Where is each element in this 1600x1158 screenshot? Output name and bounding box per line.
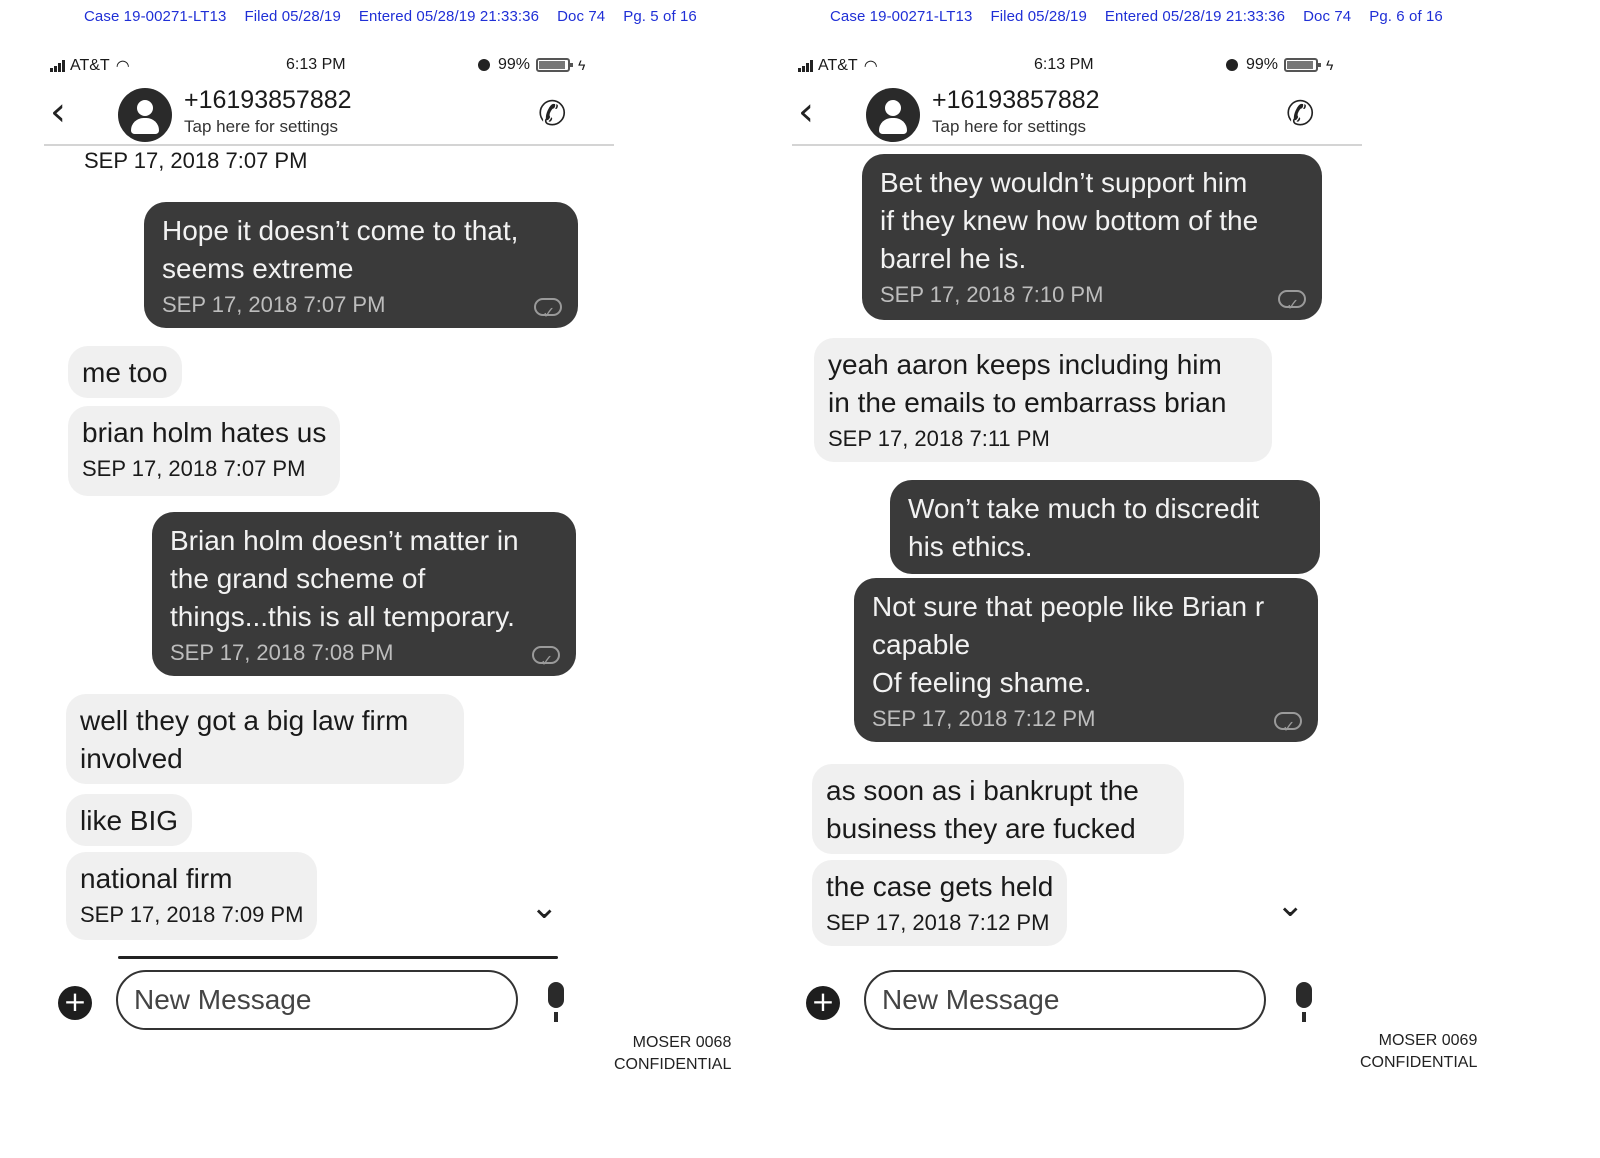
stamp-filed: Filed 05/28/19	[990, 8, 1087, 25]
message-timestamp: SEP 17, 2018 7:11 PM	[828, 426, 1050, 451]
stamp-case: Case 19-00271-LT13	[830, 8, 973, 25]
contact-avatar[interactable]	[866, 88, 920, 142]
message-thread[interactable]	[44, 146, 614, 946]
contact-number: +16193857882	[932, 86, 1100, 114]
message-text: Bet they wouldn’t support him if they knew how bottom of the barrel he is.	[880, 167, 1259, 274]
status-time: 6:13 PM	[1034, 56, 1094, 73]
message-bubble-outgoing[interactable]	[152, 512, 576, 676]
message-text: me too	[82, 357, 168, 388]
charging-icon: ϟ	[578, 57, 586, 73]
court-filing-stamp	[84, 8, 715, 25]
message-text: Brian holm doesn’t matter in the grand scheme of things...this is all temporary.	[170, 525, 519, 632]
message-text: national firm	[80, 863, 233, 894]
message-bubble-outgoing[interactable]	[862, 154, 1322, 320]
stamp-doc: Doc 74	[1303, 8, 1352, 25]
message-timestamp: SEP 17, 2018 7:12 PM	[872, 706, 1096, 731]
stamp-page: Pg. 5 of 16	[623, 8, 697, 25]
message-timestamp: SEP 17, 2018 7:07 PM	[82, 456, 306, 481]
status-time: 6:13 PM	[286, 56, 346, 73]
message-timestamp: SEP 17, 2018 7:07 PM	[84, 148, 308, 173]
stamp-entered: Entered 05/28/19 21:33:36	[1104, 8, 1286, 25]
message-timestamp: SEP 17, 2018 7:09 PM	[80, 902, 304, 927]
conversation-header	[792, 84, 1362, 146]
message-timestamp: SEP 17, 2018 7:07 PM	[162, 292, 386, 317]
bates-number: MOSER 0068	[632, 1034, 732, 1051]
status-bar	[50, 56, 614, 80]
alarm-icon	[478, 59, 490, 71]
message-bubble-incoming[interactable]	[68, 406, 340, 496]
divider	[118, 956, 558, 959]
message-text: brian holm hates us	[82, 417, 327, 448]
microphone-icon[interactable]	[1296, 982, 1312, 1008]
delivered-check-icon	[532, 646, 560, 664]
compose-bar	[792, 966, 1362, 1036]
new-message-input[interactable]: New Message	[864, 970, 1266, 1030]
microphone-icon[interactable]	[548, 982, 564, 1008]
phone-call-icon[interactable]: ✆	[1286, 94, 1315, 134]
back-chevron-icon[interactable]: ‹	[50, 89, 66, 135]
message-bubble-outgoing[interactable]	[890, 480, 1320, 574]
message-bubble-incoming[interactable]	[66, 694, 464, 784]
bates-label	[614, 1032, 731, 1076]
phone-screen	[44, 50, 614, 1080]
carrier-label: AT&T	[818, 57, 858, 74]
contact-avatar[interactable]	[118, 88, 172, 142]
charging-icon: ϟ	[1326, 57, 1334, 73]
battery-percent: 99%	[498, 56, 531, 73]
stamp-doc: Doc 74	[557, 8, 606, 25]
alarm-icon	[1226, 59, 1238, 71]
message-bubble-incoming[interactable]	[66, 794, 192, 846]
message-text: as soon as i bankrupt the business they are fucked	[826, 775, 1139, 844]
scroll-down-chevron-icon[interactable]: ⌄	[1276, 885, 1305, 925]
message-timestamp: SEP 17, 2018 7:10 PM	[880, 282, 1104, 307]
scroll-down-chevron-icon[interactable]: ⌄	[530, 887, 559, 927]
battery-percent: 99%	[1246, 56, 1279, 73]
message-bubble-incoming[interactable]	[812, 764, 1184, 854]
bates-number: MOSER 0069	[1378, 1032, 1478, 1049]
status-bar	[798, 56, 1362, 80]
contact-info[interactable]	[184, 86, 352, 137]
battery-icon	[1284, 58, 1318, 72]
stamp-entered: Entered 05/28/19 21:33:36	[358, 8, 540, 25]
message-text: like BIG	[80, 805, 179, 836]
message-text: the case gets held	[826, 871, 1054, 902]
exhibit-page-left	[40, 0, 800, 1158]
contact-info[interactable]	[932, 86, 1100, 137]
message-timestamp: SEP 17, 2018 7:08 PM	[170, 640, 394, 665]
wifi-icon: ◠	[863, 58, 878, 75]
signal-icon	[798, 60, 814, 72]
stamp-filed: Filed 05/28/19	[244, 8, 341, 25]
add-attachment-icon[interactable]: +	[58, 986, 92, 1020]
exhibit-page-right	[798, 0, 1568, 1158]
contact-settings-hint: Tap here for settings	[932, 117, 1087, 136]
message-bubble-outgoing[interactable]	[144, 202, 578, 328]
phone-call-icon[interactable]: ✆	[538, 94, 567, 134]
court-filing-stamp	[830, 8, 1461, 25]
message-text: Hope it doesn’t come to that, seems extreme	[162, 215, 519, 284]
stamp-case: Case 19-00271-LT13	[84, 8, 227, 25]
add-attachment-icon[interactable]: +	[806, 986, 840, 1020]
battery-icon	[536, 58, 570, 72]
message-text: Won’t take much to discredit his ethics.	[908, 493, 1260, 562]
delivered-check-icon	[1274, 712, 1302, 730]
new-message-input[interactable]: New Message	[116, 970, 518, 1030]
contact-settings-hint: Tap here for settings	[184, 117, 339, 136]
message-bubble-incoming[interactable]	[66, 852, 317, 940]
message-timestamp: SEP 17, 2018 7:12 PM	[826, 910, 1050, 935]
confidential-label: CONFIDENTIAL	[614, 1056, 732, 1073]
contact-number: +16193857882	[184, 86, 352, 114]
phone-screen	[792, 50, 1362, 1080]
message-text: Not sure that people like Brian r capable Of feeling shame.	[872, 591, 1265, 698]
signal-icon	[50, 60, 66, 72]
delivered-check-icon	[534, 298, 562, 316]
back-chevron-icon[interactable]: ‹	[798, 89, 814, 135]
bates-label	[1360, 1030, 1477, 1074]
delivered-check-icon	[1278, 290, 1306, 308]
carrier-label: AT&T	[70, 57, 110, 74]
wifi-icon: ◠	[115, 58, 130, 75]
stamp-page: Pg. 6 of 16	[1369, 8, 1443, 25]
message-bubble-incoming[interactable]	[68, 346, 182, 398]
confidential-label: CONFIDENTIAL	[1360, 1054, 1478, 1071]
message-bubble-incoming[interactable]	[812, 860, 1067, 946]
message-bubble-incoming[interactable]	[814, 338, 1272, 462]
message-text: well they got a big law firm involved	[80, 705, 409, 774]
message-text: yeah aaron keeps including him in the emails to embarrass brian	[828, 349, 1227, 418]
message-thread[interactable]	[792, 146, 1362, 946]
compose-bar	[44, 966, 614, 1036]
message-bubble-outgoing[interactable]	[854, 578, 1318, 742]
conversation-header	[44, 84, 614, 146]
